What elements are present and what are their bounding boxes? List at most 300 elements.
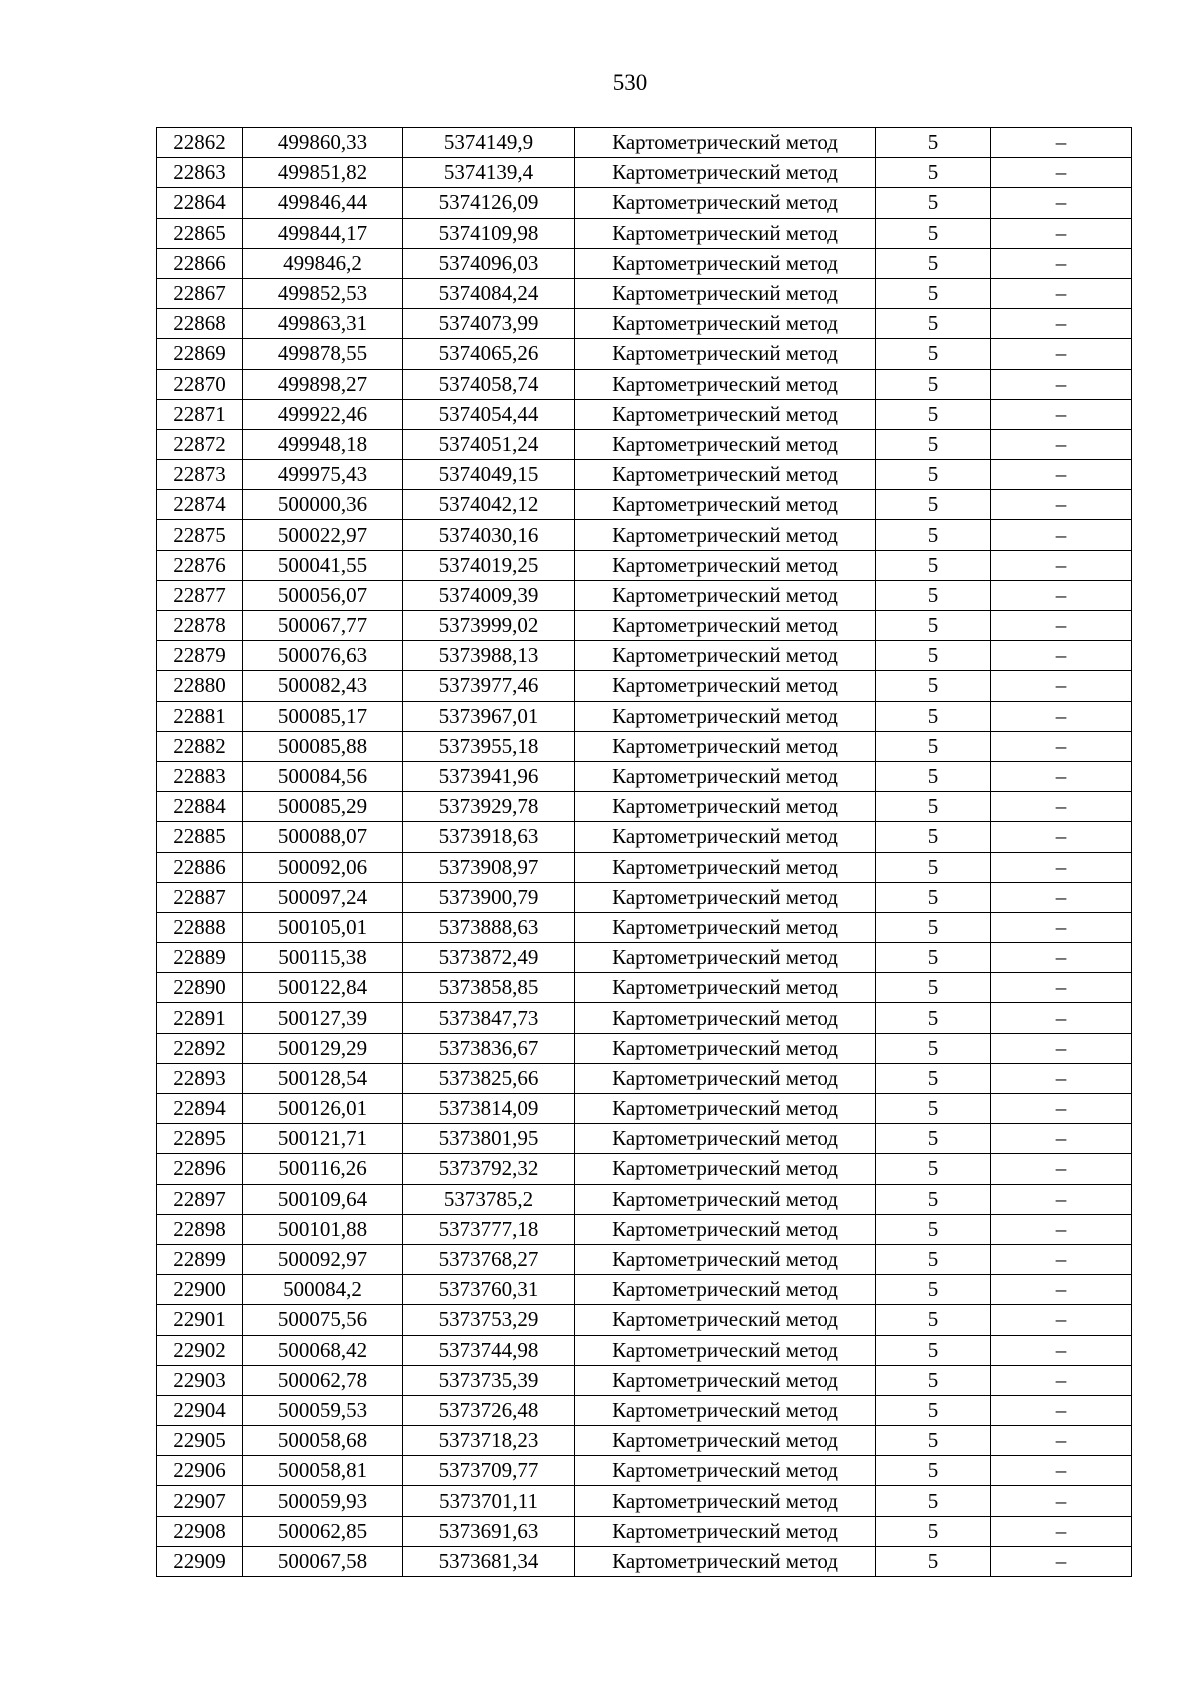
accuracy-cell: 5 [876, 1154, 991, 1184]
accuracy-cell: 5 [876, 641, 991, 671]
accuracy-cell: 5 [876, 128, 991, 158]
description-cell: – [991, 128, 1132, 158]
description-cell: – [991, 1546, 1132, 1576]
description-cell: – [991, 701, 1132, 731]
coordinates-table-body [157, 128, 1132, 1577]
table-row [157, 882, 1132, 912]
point-number-cell: 22895 [157, 1124, 243, 1154]
accuracy-cell: 5 [876, 1003, 991, 1033]
method-cell: Картометрический метод [575, 1426, 876, 1456]
method-cell: Картометрический метод [575, 641, 876, 671]
table-row [157, 1546, 1132, 1576]
method-cell: Картометрический метод [575, 158, 876, 188]
y-coordinate-cell: 5374042,12 [403, 490, 575, 520]
table-row [157, 218, 1132, 248]
table-row [157, 460, 1132, 490]
method-cell: Картометрический метод [575, 520, 876, 550]
point-number-cell: 22876 [157, 550, 243, 580]
description-cell: – [991, 671, 1132, 701]
y-coordinate-cell: 5373726,48 [403, 1395, 575, 1425]
accuracy-cell: 5 [876, 580, 991, 610]
accuracy-cell: 5 [876, 701, 991, 731]
accuracy-cell: 5 [876, 1033, 991, 1063]
y-coordinate-cell: 5373718,23 [403, 1426, 575, 1456]
table-row [157, 852, 1132, 882]
method-cell: Картометрический метод [575, 218, 876, 248]
method-cell: Картометрический метод [575, 1335, 876, 1365]
description-cell: – [991, 1365, 1132, 1395]
x-coordinate-cell: 500101,88 [243, 1214, 403, 1244]
point-number-cell: 22907 [157, 1486, 243, 1516]
description-cell: – [991, 1154, 1132, 1184]
accuracy-cell: 5 [876, 852, 991, 882]
method-cell: Картометрический метод [575, 1214, 876, 1244]
point-number-cell: 22905 [157, 1426, 243, 1456]
table-row [157, 248, 1132, 278]
accuracy-cell: 5 [876, 1063, 991, 1093]
y-coordinate-cell: 5373908,97 [403, 852, 575, 882]
table-row [157, 520, 1132, 550]
point-number-cell: 22903 [157, 1365, 243, 1395]
description-cell: – [991, 1305, 1132, 1335]
method-cell: Картометрический метод [575, 1275, 876, 1305]
table-row [157, 671, 1132, 701]
accuracy-cell: 5 [876, 761, 991, 791]
table-row [157, 1486, 1132, 1516]
accuracy-cell: 5 [876, 671, 991, 701]
y-coordinate-cell: 5373760,31 [403, 1275, 575, 1305]
point-number-cell: 22872 [157, 429, 243, 459]
accuracy-cell: 5 [876, 1546, 991, 1576]
point-number-cell: 22871 [157, 399, 243, 429]
table-row [157, 158, 1132, 188]
description-cell: – [991, 188, 1132, 218]
method-cell: Картометрический метод [575, 1063, 876, 1093]
point-number-cell: 22867 [157, 278, 243, 308]
point-number-cell: 22899 [157, 1244, 243, 1274]
table-row [157, 339, 1132, 369]
table-row [157, 550, 1132, 580]
table-row [157, 128, 1132, 158]
table-row [157, 731, 1132, 761]
description-cell: – [991, 1214, 1132, 1244]
table-row [157, 1033, 1132, 1063]
y-coordinate-cell: 5373872,49 [403, 943, 575, 973]
x-coordinate-cell: 500122,84 [243, 973, 403, 1003]
x-coordinate-cell: 500058,68 [243, 1426, 403, 1456]
y-coordinate-cell: 5373955,18 [403, 731, 575, 761]
description-cell: – [991, 278, 1132, 308]
point-number-cell: 22882 [157, 731, 243, 761]
table-row [157, 1184, 1132, 1214]
method-cell: Картометрический метод [575, 248, 876, 278]
description-cell: – [991, 792, 1132, 822]
table-row [157, 1124, 1132, 1154]
point-number-cell: 22865 [157, 218, 243, 248]
y-coordinate-cell: 5374149,9 [403, 128, 575, 158]
x-coordinate-cell: 500082,43 [243, 671, 403, 701]
table-row [157, 429, 1132, 459]
method-cell: Картометрический метод [575, 671, 876, 701]
x-coordinate-cell: 499975,43 [243, 460, 403, 490]
accuracy-cell: 5 [876, 1124, 991, 1154]
y-coordinate-cell: 5373977,46 [403, 671, 575, 701]
point-number-cell: 22878 [157, 611, 243, 641]
method-cell: Картометрический метод [575, 580, 876, 610]
description-cell: – [991, 1395, 1132, 1425]
y-coordinate-cell: 5373847,73 [403, 1003, 575, 1033]
x-coordinate-cell: 500076,63 [243, 641, 403, 671]
point-number-cell: 22879 [157, 641, 243, 671]
x-coordinate-cell: 500092,97 [243, 1244, 403, 1274]
y-coordinate-cell: 5374126,09 [403, 188, 575, 218]
point-number-cell: 22880 [157, 671, 243, 701]
point-number-cell: 22881 [157, 701, 243, 731]
point-number-cell: 22909 [157, 1546, 243, 1576]
description-cell: – [991, 611, 1132, 641]
table-row [157, 792, 1132, 822]
accuracy-cell: 5 [876, 1395, 991, 1425]
page-number: 530 [612, 70, 648, 95]
table-row [157, 1456, 1132, 1486]
method-cell: Картометрический метод [575, 761, 876, 791]
accuracy-cell: 5 [876, 399, 991, 429]
method-cell: Картометрический метод [575, 731, 876, 761]
description-cell: – [991, 1124, 1132, 1154]
coordinates-table [156, 127, 1132, 1577]
y-coordinate-cell: 5373918,63 [403, 822, 575, 852]
description-cell: – [991, 822, 1132, 852]
y-coordinate-cell: 5373691,63 [403, 1516, 575, 1546]
accuracy-cell: 5 [876, 943, 991, 973]
description-cell: – [991, 1063, 1132, 1093]
description-cell: – [991, 309, 1132, 339]
y-coordinate-cell: 5373785,2 [403, 1184, 575, 1214]
description-cell: – [991, 1275, 1132, 1305]
accuracy-cell: 5 [876, 882, 991, 912]
table-row [157, 1094, 1132, 1124]
accuracy-cell: 5 [876, 278, 991, 308]
y-coordinate-cell: 5373858,85 [403, 973, 575, 1003]
accuracy-cell: 5 [876, 822, 991, 852]
y-coordinate-cell: 5373999,02 [403, 611, 575, 641]
accuracy-cell: 5 [876, 248, 991, 278]
method-cell: Картометрический метод [575, 822, 876, 852]
method-cell: Картометрический метод [575, 128, 876, 158]
accuracy-cell: 5 [876, 520, 991, 550]
description-cell: – [991, 1486, 1132, 1516]
table-row [157, 369, 1132, 399]
y-coordinate-cell: 5374051,24 [403, 429, 575, 459]
x-coordinate-cell: 500092,06 [243, 852, 403, 882]
x-coordinate-cell: 500127,39 [243, 1003, 403, 1033]
point-number-cell: 22874 [157, 490, 243, 520]
description-cell: – [991, 1426, 1132, 1456]
accuracy-cell: 5 [876, 188, 991, 218]
table-row [157, 278, 1132, 308]
method-cell: Картометрический метод [575, 882, 876, 912]
method-cell: Картометрический метод [575, 973, 876, 1003]
accuracy-cell: 5 [876, 1335, 991, 1365]
x-coordinate-cell: 500084,2 [243, 1275, 403, 1305]
method-cell: Картометрический метод [575, 701, 876, 731]
point-number-cell: 22894 [157, 1094, 243, 1124]
method-cell: Картометрический метод [575, 339, 876, 369]
y-coordinate-cell: 5373744,98 [403, 1335, 575, 1365]
point-number-cell: 22902 [157, 1335, 243, 1365]
point-number-cell: 22888 [157, 912, 243, 942]
y-coordinate-cell: 5373709,77 [403, 1456, 575, 1486]
point-number-cell: 22901 [157, 1305, 243, 1335]
y-coordinate-cell: 5374109,98 [403, 218, 575, 248]
accuracy-cell: 5 [876, 1305, 991, 1335]
y-coordinate-cell: 5374009,39 [403, 580, 575, 610]
y-coordinate-cell: 5374019,25 [403, 550, 575, 580]
point-number-cell: 22885 [157, 822, 243, 852]
method-cell: Картометрический метод [575, 1516, 876, 1546]
table-row [157, 580, 1132, 610]
method-cell: Картометрический метод [575, 1244, 876, 1274]
point-number-cell: 22896 [157, 1154, 243, 1184]
x-coordinate-cell: 500000,36 [243, 490, 403, 520]
description-cell: – [991, 1033, 1132, 1063]
method-cell: Картометрический метод [575, 792, 876, 822]
accuracy-cell: 5 [876, 1094, 991, 1124]
description-cell: – [991, 882, 1132, 912]
description-cell: – [991, 1456, 1132, 1486]
description-cell: – [991, 973, 1132, 1003]
x-coordinate-cell: 500085,17 [243, 701, 403, 731]
table-row [157, 1214, 1132, 1244]
point-number-cell: 22868 [157, 309, 243, 339]
x-coordinate-cell: 500041,55 [243, 550, 403, 580]
point-number-cell: 22889 [157, 943, 243, 973]
y-coordinate-cell: 5373768,27 [403, 1244, 575, 1274]
method-cell: Картометрический метод [575, 550, 876, 580]
method-cell: Картометрический метод [575, 490, 876, 520]
x-coordinate-cell: 499844,17 [243, 218, 403, 248]
point-number-cell: 22869 [157, 339, 243, 369]
accuracy-cell: 5 [876, 460, 991, 490]
description-cell: – [991, 460, 1132, 490]
y-coordinate-cell: 5373825,66 [403, 1063, 575, 1093]
y-coordinate-cell: 5373801,95 [403, 1124, 575, 1154]
y-coordinate-cell: 5373681,34 [403, 1546, 575, 1576]
accuracy-cell: 5 [876, 490, 991, 520]
table-row [157, 1395, 1132, 1425]
x-coordinate-cell: 500085,88 [243, 731, 403, 761]
x-coordinate-cell: 500105,01 [243, 912, 403, 942]
accuracy-cell: 5 [876, 218, 991, 248]
x-coordinate-cell: 500084,56 [243, 761, 403, 791]
method-cell: Картометрический метод [575, 1486, 876, 1516]
description-cell: – [991, 761, 1132, 791]
description-cell: – [991, 1516, 1132, 1546]
y-coordinate-cell: 5373988,13 [403, 641, 575, 671]
point-number-cell: 22877 [157, 580, 243, 610]
table-row [157, 1003, 1132, 1033]
x-coordinate-cell: 500115,38 [243, 943, 403, 973]
method-cell: Картометрический метод [575, 309, 876, 339]
accuracy-cell: 5 [876, 1365, 991, 1395]
x-coordinate-cell: 500075,56 [243, 1305, 403, 1335]
point-number-cell: 22862 [157, 128, 243, 158]
description-cell: – [991, 158, 1132, 188]
y-coordinate-cell: 5374058,74 [403, 369, 575, 399]
x-coordinate-cell: 500056,07 [243, 580, 403, 610]
method-cell: Картометрический метод [575, 852, 876, 882]
point-number-cell: 22864 [157, 188, 243, 218]
method-cell: Картометрический метод [575, 912, 876, 942]
y-coordinate-cell: 5374073,99 [403, 309, 575, 339]
x-coordinate-cell: 500062,85 [243, 1516, 403, 1546]
accuracy-cell: 5 [876, 912, 991, 942]
accuracy-cell: 5 [876, 1244, 991, 1274]
x-coordinate-cell: 500085,29 [243, 792, 403, 822]
method-cell: Картометрический метод [575, 611, 876, 641]
x-coordinate-cell: 500067,58 [243, 1546, 403, 1576]
table-row [157, 1516, 1132, 1546]
accuracy-cell: 5 [876, 1275, 991, 1305]
description-cell: – [991, 943, 1132, 973]
y-coordinate-cell: 5374096,03 [403, 248, 575, 278]
table-row [157, 1244, 1132, 1274]
x-coordinate-cell: 500126,01 [243, 1094, 403, 1124]
description-cell: – [991, 641, 1132, 671]
point-number-cell: 22892 [157, 1033, 243, 1063]
description-cell: – [991, 520, 1132, 550]
point-number-cell: 22908 [157, 1516, 243, 1546]
point-number-cell: 22870 [157, 369, 243, 399]
method-cell: Картометрический метод [575, 1124, 876, 1154]
description-cell: – [991, 339, 1132, 369]
y-coordinate-cell: 5373836,67 [403, 1033, 575, 1063]
table-row [157, 1154, 1132, 1184]
point-number-cell: 22898 [157, 1214, 243, 1244]
x-coordinate-cell: 499878,55 [243, 339, 403, 369]
table-row [157, 611, 1132, 641]
point-number-cell: 22893 [157, 1063, 243, 1093]
point-number-cell: 22887 [157, 882, 243, 912]
description-cell: – [991, 731, 1132, 761]
y-coordinate-cell: 5373941,96 [403, 761, 575, 791]
table-row [157, 761, 1132, 791]
point-number-cell: 22890 [157, 973, 243, 1003]
point-number-cell: 22904 [157, 1395, 243, 1425]
y-coordinate-cell: 5373735,39 [403, 1365, 575, 1395]
point-number-cell: 22866 [157, 248, 243, 278]
x-coordinate-cell: 500059,93 [243, 1486, 403, 1516]
y-coordinate-cell: 5374084,24 [403, 278, 575, 308]
description-cell: – [991, 218, 1132, 248]
x-coordinate-cell: 499863,31 [243, 309, 403, 339]
accuracy-cell: 5 [876, 792, 991, 822]
description-cell: – [991, 1335, 1132, 1365]
table-row [157, 822, 1132, 852]
point-number-cell: 22906 [157, 1456, 243, 1486]
description-cell: – [991, 550, 1132, 580]
method-cell: Картометрический метод [575, 369, 876, 399]
table-row [157, 1063, 1132, 1093]
description-cell: – [991, 399, 1132, 429]
table-row [157, 1426, 1132, 1456]
y-coordinate-cell: 5373753,29 [403, 1305, 575, 1335]
point-number-cell: 22875 [157, 520, 243, 550]
table-row [157, 1275, 1132, 1305]
x-coordinate-cell: 500062,78 [243, 1365, 403, 1395]
method-cell: Картометрический метод [575, 1305, 876, 1335]
y-coordinate-cell: 5373777,18 [403, 1214, 575, 1244]
accuracy-cell: 5 [876, 731, 991, 761]
point-number-cell: 22897 [157, 1184, 243, 1214]
accuracy-cell: 5 [876, 369, 991, 399]
method-cell: Картометрический метод [575, 1094, 876, 1124]
point-number-cell: 22891 [157, 1003, 243, 1033]
point-number-cell: 22863 [157, 158, 243, 188]
point-number-cell: 22873 [157, 460, 243, 490]
description-cell: – [991, 369, 1132, 399]
description-cell: – [991, 429, 1132, 459]
y-coordinate-cell: 5374065,26 [403, 339, 575, 369]
method-cell: Картометрический метод [575, 278, 876, 308]
accuracy-cell: 5 [876, 1516, 991, 1546]
method-cell: Картометрический метод [575, 1365, 876, 1395]
x-coordinate-cell: 499846,2 [243, 248, 403, 278]
y-coordinate-cell: 5374049,15 [403, 460, 575, 490]
method-cell: Картометрический метод [575, 1033, 876, 1063]
point-number-cell: 22883 [157, 761, 243, 791]
y-coordinate-cell: 5373929,78 [403, 792, 575, 822]
description-cell: – [991, 1094, 1132, 1124]
x-coordinate-cell: 499860,33 [243, 128, 403, 158]
accuracy-cell: 5 [876, 1214, 991, 1244]
x-coordinate-cell: 499846,44 [243, 188, 403, 218]
x-coordinate-cell: 499851,82 [243, 158, 403, 188]
table-row [157, 912, 1132, 942]
table-row [157, 309, 1132, 339]
accuracy-cell: 5 [876, 1456, 991, 1486]
y-coordinate-cell: 5374139,4 [403, 158, 575, 188]
y-coordinate-cell: 5373814,09 [403, 1094, 575, 1124]
description-cell: – [991, 1003, 1132, 1033]
x-coordinate-cell: 500088,07 [243, 822, 403, 852]
table-row [157, 399, 1132, 429]
point-number-cell: 22900 [157, 1275, 243, 1305]
x-coordinate-cell: 499898,27 [243, 369, 403, 399]
y-coordinate-cell: 5373701,11 [403, 1486, 575, 1516]
table-row [157, 1365, 1132, 1395]
x-coordinate-cell: 500058,81 [243, 1456, 403, 1486]
accuracy-cell: 5 [876, 550, 991, 580]
x-coordinate-cell: 500067,77 [243, 611, 403, 641]
x-coordinate-cell: 500128,54 [243, 1063, 403, 1093]
description-cell: – [991, 1244, 1132, 1274]
x-coordinate-cell: 500059,53 [243, 1395, 403, 1425]
table-row [157, 490, 1132, 520]
y-coordinate-cell: 5374054,44 [403, 399, 575, 429]
accuracy-cell: 5 [876, 973, 991, 1003]
point-number-cell: 22884 [157, 792, 243, 822]
x-coordinate-cell: 500068,42 [243, 1335, 403, 1365]
method-cell: Картометрический метод [575, 1395, 876, 1425]
description-cell: – [991, 490, 1132, 520]
table-row [157, 943, 1132, 973]
x-coordinate-cell: 500109,64 [243, 1184, 403, 1214]
method-cell: Картометрический метод [575, 399, 876, 429]
method-cell: Картометрический метод [575, 188, 876, 218]
accuracy-cell: 5 [876, 429, 991, 459]
method-cell: Картометрический метод [575, 1546, 876, 1576]
